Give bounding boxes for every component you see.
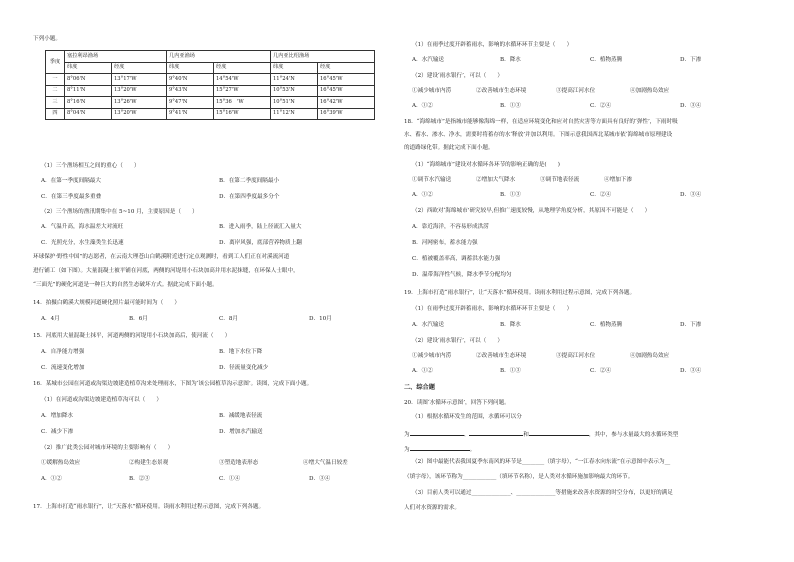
table-subheader: 纬度	[65, 62, 112, 74]
answer-option[interactable]: C．植物蒸腾	[590, 57, 623, 63]
answer-option[interactable]: D．③④	[680, 192, 702, 198]
passage-text: “三面光”的硬化河道是一种巨大的自然生态破坏方式。据此完成下面小题。	[33, 282, 218, 288]
answer-option[interactable]: D．增加水汽输送	[219, 429, 263, 435]
answer-option[interactable]: A．增加降水	[41, 413, 74, 419]
answer-option[interactable]: C．②④	[590, 192, 612, 198]
question-text: 人们对水资源的需求。	[404, 505, 460, 511]
table-cell: 16°42'W	[318, 97, 375, 109]
question-text: （2）图中最能代表我国夏季东南风的环节是________（填字母），“一江春水向东流”在示意图中表示为__	[412, 459, 671, 465]
answer-option[interactable]: C．植被覆盖率高，调蓄洪水能力强	[412, 256, 501, 262]
passage-text: 的道路绿化带。据此完成下面小题。	[404, 145, 494, 151]
answer-option[interactable]: B．①③	[500, 103, 521, 109]
passage-text: 进行铺工（如下图）。大量混凝土被平铺在河底，两侧的河堤用小石块加高并用水泥抹缝，在环保人士眼中，	[33, 268, 299, 274]
table-cell: 9°47'N	[167, 97, 214, 109]
table-header: 几内亚比绍渔场	[271, 51, 375, 63]
table-cell: 9°43'N	[167, 85, 214, 97]
answer-option[interactable]: A．水汽输送	[412, 322, 445, 328]
answer-option[interactable]: C．①④	[219, 476, 241, 482]
question-text: 20．读图‘水循环示意图’，回答下列问题。	[404, 400, 510, 406]
statement-item: ④增大气温日较差	[303, 460, 348, 466]
table-subheader: 经度	[112, 62, 167, 74]
fill-blank-suffix: ，其中，参与水量最大的水循环类型	[588, 432, 679, 438]
question-text: （1）在河道或沟渠边坡建造植草沟可以（ ）	[41, 397, 163, 403]
answer-option[interactable]: D．下渗	[680, 322, 702, 328]
table-cell: 11°12'N	[271, 108, 318, 120]
answer-option[interactable]: A．自净能力增强	[41, 349, 85, 355]
question-text: （2）三个渔场的渔汛期集中在 5~10 月，主要原因是（ ）	[41, 209, 198, 215]
table-header: 几内亚渔场	[167, 51, 271, 63]
statement-item: ③调节地表径流	[540, 177, 580, 183]
section-heading: 二、综合题	[404, 384, 435, 391]
table-cell: 三	[46, 97, 65, 109]
answer-option[interactable]: C．8月	[219, 316, 239, 322]
answer-option[interactable]: B．在第二季度间隔最小	[219, 178, 280, 184]
right-column	[404, 0, 779, 562]
table-cell: 8°16'N	[65, 97, 112, 109]
statement-item: ①减少城市内涝	[412, 353, 452, 359]
passage-text: 水、蓄水、渗水、净水，需要时将蓄存的水‘释放’并加以利用。下图示意我国西北某城市依‘海绵城市原理建设	[404, 132, 673, 138]
question-text: 17．上海市打造“雨水银行”，让“天落水”循环使用。读雨水利用过程示意图，完成下列各题。	[33, 504, 265, 510]
statement-item: ④增加下渗	[604, 177, 632, 183]
left-column	[33, 0, 408, 562]
table-cell: 二	[46, 85, 65, 97]
answer-option[interactable]: B．降水	[500, 322, 521, 328]
statement-item: ③塑造地表形态	[219, 460, 259, 466]
answer-option[interactable]: B．减缓地表径流	[219, 413, 263, 419]
statement-item: ①缓解热岛效应	[41, 460, 81, 466]
table-cell: 16°39'W	[318, 108, 375, 120]
answer-option[interactable]: C．流速变化增加	[41, 365, 85, 371]
fill-blank-line: 为 、 和 ，其中，参与水量最大的水循环类型	[404, 429, 678, 439]
table-cell: 13°20'W	[112, 108, 167, 120]
question-text: （1）在雨季过度开辟蓄雨水，影响的水循环环节主要是（ ）	[412, 42, 573, 48]
table-cell: 16°45'W	[318, 74, 375, 86]
statement-item: ④加剧热岛效应	[630, 353, 670, 359]
table-cell: 13°17'W	[112, 74, 167, 86]
answer-option[interactable]: C．在第三季度最多重叠	[41, 194, 102, 200]
answer-option[interactable]: B．地下水位下降	[219, 349, 263, 355]
passage-text: 环球保护·野性中国”的志愿者，在云南大理苍山白鹤溪附近进行定点观测时，看到工人们正在对溪流河道	[33, 254, 290, 260]
question-text: （1）“海绵城市”建设对水循环各环节的影响正确的是( )	[412, 162, 560, 168]
answer-option[interactable]: D．离岸风强，底部营养物质上翻	[219, 240, 302, 246]
question-text: （1）在雨季过度开辟蓄雨水，影响的水循环环节主要是（ ）	[412, 306, 573, 312]
table-cell: 16°45'W	[318, 85, 375, 97]
fill-blank-prefix: 为	[404, 447, 410, 453]
fill-blank-prefix: 为	[404, 432, 410, 438]
table-cell: 11°24'N	[271, 74, 318, 86]
answer-option[interactable]: D．10月	[309, 316, 332, 322]
table-cell: 15°27'W	[214, 85, 271, 97]
answer-option[interactable]: A．4月	[41, 316, 60, 322]
table-subheader: 经度	[214, 62, 271, 74]
statement-item: ②构建生态景观	[129, 460, 169, 466]
table-cell: 8°11'N	[65, 85, 112, 97]
statement-item: ③提高江河水位	[556, 353, 596, 359]
statement-item: ②改善城市生态环境	[476, 353, 527, 359]
answer-option[interactable]: C．减少下渗	[41, 429, 74, 435]
table-subheader: 纬度	[271, 62, 318, 74]
question-text: （2）建设‘雨水银行’，可以（ ）	[412, 338, 504, 344]
table-header: 季度	[46, 51, 65, 74]
statement-item: ③提高江河水位	[556, 88, 596, 94]
answer-option[interactable]: D．在第四季度最多分个	[219, 194, 280, 200]
table-cell: 四	[46, 108, 65, 120]
answer-option[interactable]: B．进入雨季，陆上径流汇入量大	[219, 224, 302, 230]
answer-option[interactable]: D．③④	[680, 368, 702, 374]
question-text: （1）三个渔场相互之间的重心（ ）	[41, 163, 140, 169]
fill-blank-line: 为 。	[404, 444, 475, 454]
answer-option[interactable]: B．6月	[129, 316, 148, 322]
intro-text: 下列小题。	[33, 36, 61, 42]
table-cell: 9°40'N	[167, 74, 214, 86]
table-cell: 8°04'N	[65, 108, 112, 120]
table-subheader-row	[46, 62, 375, 74]
answer-option[interactable]: A．靠近海洋，不容易形成洪涝	[412, 224, 489, 230]
answer-option[interactable]: B．②③	[129, 476, 150, 482]
table-cell: 15°36 'W	[214, 97, 271, 109]
answer-option[interactable]: A．水汽输送	[412, 57, 445, 63]
table-row	[46, 74, 375, 86]
question-text: （2）西欧对‘海绵城市’研究较早,但推广速度较慢，从地理学角度分析，其原因不可能是（ ）	[412, 208, 651, 214]
statement-item: ④加剧热岛效应	[630, 88, 670, 94]
answer-option[interactable]: A．①②	[412, 368, 433, 374]
question-text: （3）目前人类可以通过______________、______________等措施来改善水资源的时空分布，以更好的满足	[412, 490, 673, 496]
answer-option[interactable]: B．①③	[500, 192, 521, 198]
table-cell: 15°16'W	[214, 108, 271, 120]
statement-item: ②改善城市生态环境	[476, 88, 527, 94]
question-text: 15．河底用大量混凝土抹平，河道两侧的河堤用小石块加高后，使河流（ ）	[33, 333, 231, 339]
blank-field[interactable]	[410, 444, 470, 451]
answer-option[interactable]: D．下渗	[680, 57, 702, 63]
passage-text: 18．“海绵城市”是指城市能够像海绵一样，在适应环境变化和应对自然灾害等方面具有良好的‘弹性’，下雨时吸	[404, 119, 678, 125]
question-text: （2）推广此类公园对城市环境的主要影响有（ ）	[41, 445, 174, 451]
question-text: 14．拍摄白鹤溪大规模河道硬化照片最可能时间为（ ）	[33, 300, 180, 306]
answer-option[interactable]: A．①②	[412, 103, 433, 109]
fishery-table	[45, 50, 375, 120]
table-cell: 14°54'W	[214, 74, 271, 86]
answer-option[interactable]: C．植物蒸腾	[590, 322, 623, 328]
passage-text: 16．某城市公园在河道或沟渠边坡建造植草沟来处理雨水，下图为‘该公园植草沟示意图’。读图，完成下面小题。	[33, 381, 313, 387]
question-text: （2）建设‘雨水银行’，可以（ ）	[412, 73, 504, 79]
blank-field[interactable]	[410, 429, 464, 436]
answer-option[interactable]: A．①②	[412, 192, 433, 198]
table-row	[46, 108, 375, 120]
answer-option[interactable]: D．③④	[309, 476, 331, 482]
answer-option[interactable]: B．河网密布，蓄水能力强	[412, 240, 478, 246]
table-subheader: 经度	[318, 62, 375, 74]
question-text: （填字母），该环节称为____________（填环节名称），是人类对水循环施加影响最大的环节。	[404, 474, 634, 480]
table-cell: 8°06'N	[65, 74, 112, 86]
answer-option[interactable]: C．②④	[590, 103, 612, 109]
answer-option[interactable]: D．③④	[680, 103, 702, 109]
answer-option[interactable]: B．降水	[500, 57, 521, 63]
answer-option[interactable]: B．①③	[500, 368, 521, 374]
table-cell: 10°51'N	[271, 97, 318, 109]
table-header: 塞拉利昂渔场	[65, 51, 167, 63]
table-cell: 13°20'W	[112, 85, 167, 97]
table-header-row	[46, 51, 375, 63]
answer-option[interactable]: D．径流量变化减少	[219, 365, 269, 371]
table-cell: 10°53'N	[271, 85, 318, 97]
answer-option[interactable]: A．在第一季度间隔最大	[41, 178, 101, 184]
statement-item: ①调节水汽输送	[412, 177, 452, 183]
table-subheader: 纬度	[167, 62, 214, 74]
statement-item: ①减少城市内涝	[412, 88, 452, 94]
question-text: 19．上海市打造“雨水银行”，让“天落水”循环使用。读雨水利用过程示意图，完成下列各题。	[404, 290, 636, 296]
table-cell: 13°26'W	[112, 97, 167, 109]
statement-item: ②增加大气降水	[476, 177, 516, 183]
table-row	[46, 85, 375, 97]
question-text: （1）根据水循环发生的范围，水循环可以分	[412, 414, 522, 420]
blank-field[interactable]	[529, 429, 589, 436]
table-row	[46, 97, 375, 109]
table-cell: 一	[46, 74, 65, 86]
answer-option[interactable]: A．①②	[41, 476, 62, 482]
answer-option[interactable]: D．温带海洋性气候，降水季节分配均匀	[412, 272, 512, 278]
answer-option[interactable]: C．光照充分，水生藻类生长迅速	[41, 240, 124, 246]
blank-field[interactable]	[469, 429, 523, 436]
table-cell: 9°41'N	[167, 108, 214, 120]
answer-option[interactable]: A．气温升高，海水温差大对流旺	[41, 224, 124, 230]
answer-option[interactable]: C．②④	[590, 368, 612, 374]
